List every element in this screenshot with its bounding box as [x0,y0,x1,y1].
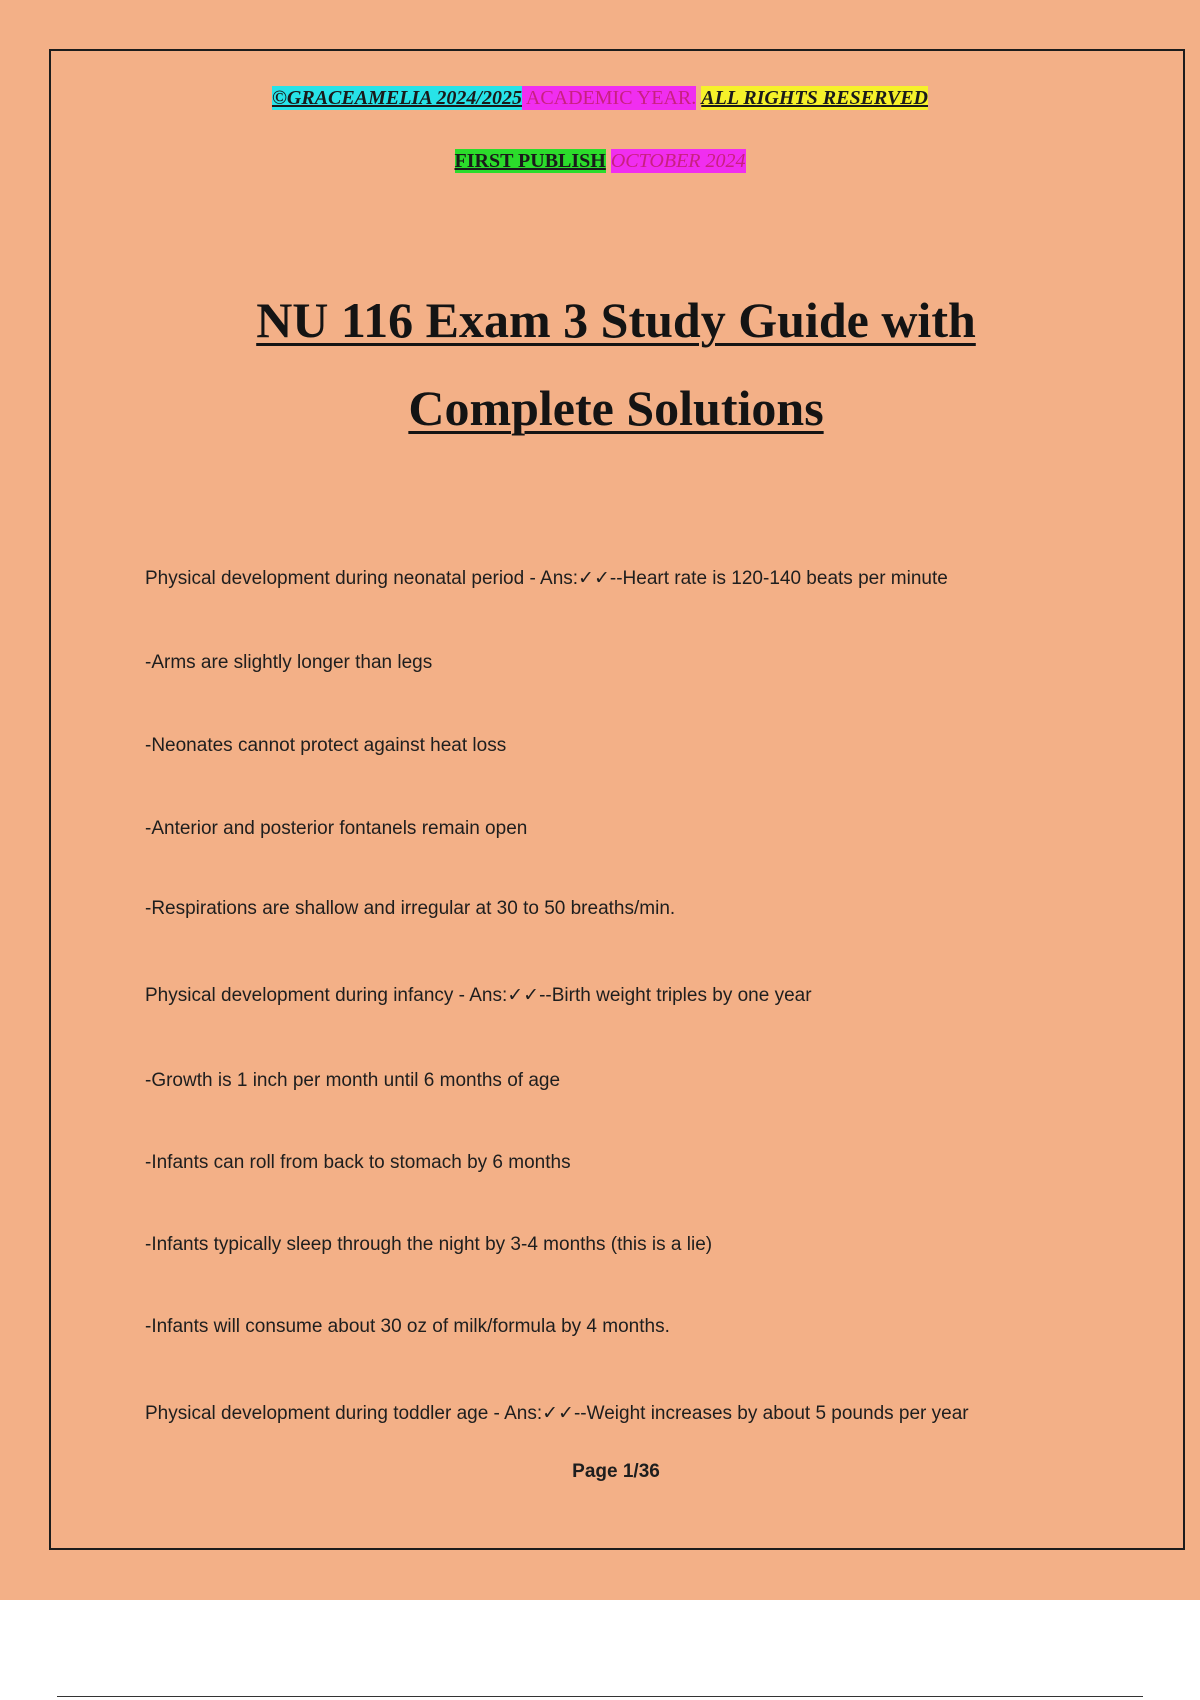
content-line: -Arms are slightly longer than legs [145,652,433,673]
content-line: -Anterior and posterior fontanels remain open [145,818,528,839]
document-title-line-2: Complete Solutions [408,380,824,436]
header-publish-line [0,148,1200,174]
rights-reserved-label: ALL RIGHTS RESERVED [701,87,929,109]
content-line: -Infants typically sleep through the night by 3-4 months (this is a lie) [145,1234,713,1255]
content-line: Physical development during neonatal period - Ans:✓✓--Heart rate is 120-140 beats per minute [145,568,948,589]
content-line: -Infants can roll from back to stomach by 6 months [145,1152,571,1173]
document-title-line-1: NU 116 Exam 3 Study Guide with [256,292,976,348]
page-number: Page 1/36 [572,1461,660,1482]
academic-year-label: ACADEMIC YEAR. [521,87,697,109]
copyright-notice: ©GRACEAMELIA 2024/2025 [271,87,522,109]
content-line: -Neonates cannot protect against heat loss [145,735,507,756]
bottom-divider [57,1696,1143,1697]
publish-date-label: OCTOBER 2024 [610,150,746,172]
content-line: Physical development during infancy - Ans:✓✓--Birth weight triples by one year [145,985,812,1006]
content-line: -Growth is 1 inch per month until 6 months of age [145,1070,561,1091]
header-copyright-line [0,85,1200,111]
content-line: -Respirations are shallow and irregular at 30 to 50 breaths/min. [145,898,676,919]
content-line: Physical development during toddler age - Ans:✓✓--Weight increases by about 5 pounds per year [145,1403,969,1424]
content-line: -Infants will consume about 30 oz of milk/formula by 4 months. [145,1316,670,1337]
first-publish-label: FIRST PUBLISH [454,150,606,172]
